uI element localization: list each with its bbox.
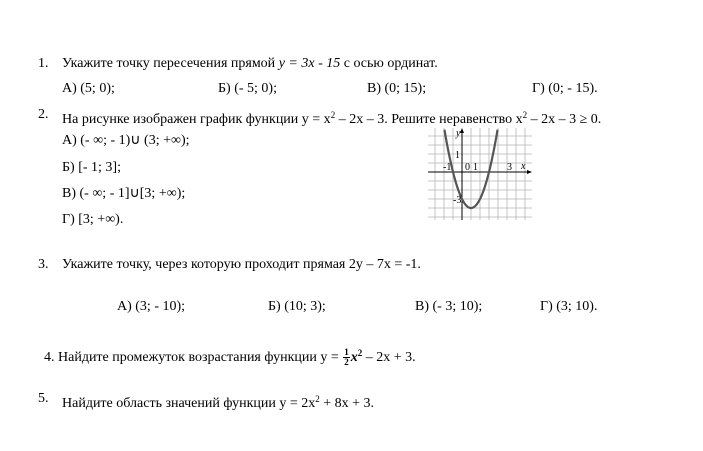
tick-label-x-minus-1: -1 — [443, 162, 452, 173]
tick-label-y-minus-3: -3 — [453, 195, 462, 206]
q3-number: 3. — [38, 257, 49, 272]
q5-exp: 2 — [315, 394, 320, 404]
q1-option-c: В) (0; 15); — [367, 81, 427, 96]
tick-label-x-3: 3 — [507, 162, 512, 173]
q5-text — [62, 391, 374, 412]
q3-text: Укажите точку, через которую проходит прямая 2y – 7x = -1. — [62, 257, 421, 272]
q5-text-after: + 8x + 3. — [319, 396, 375, 411]
q2-text-after: – 2x – 3 ≥ 0. — [527, 112, 602, 127]
q3-option-b: Б) (10; 3); — [268, 299, 326, 314]
q4-variable: x — [350, 350, 358, 365]
q2-text — [62, 107, 601, 128]
q2-text-mid: – 2x – 3. Решите неравенство x — [335, 112, 523, 127]
q4-text-before: 4. Найдите промежуток возрастания функции y = — [44, 350, 343, 365]
tick-label-x-1: 1 — [473, 162, 478, 173]
q1-text-before: Укажите точку пересечения прямой — [62, 56, 279, 71]
q2-option-a: А) (- ∞; - 1)∪ (3; +∞); — [62, 133, 190, 148]
q5-number: 5. — [38, 391, 49, 406]
q5-text-before: Найдите область значений функции y = 2x — [62, 396, 316, 411]
q2-exp-2: 2 — [522, 110, 528, 120]
q1-option-d: Г) (0; - 15). — [532, 81, 598, 96]
x-axis-label: x — [521, 161, 526, 172]
q2-text-before: На рисунке изображен график функции y = x — [62, 112, 331, 127]
tick-label-origin: 0 — [465, 162, 470, 173]
x-axis-arrow-icon — [527, 170, 532, 174]
q2-option-b: Б) [- 1; 3]; — [62, 160, 121, 175]
graph-grid — [428, 128, 532, 220]
q1-text-after: с осью ординат. — [340, 56, 438, 71]
q1-option-a: А) (5; 0); — [62, 81, 115, 96]
q2-option-c: В) (- ∞; - 1]∪[3; +∞); — [62, 186, 186, 201]
q4-fraction-numerator: 1 — [344, 347, 349, 358]
q2-option-d: Г) [3; +∞). — [62, 212, 124, 227]
q2-number: 2. — [38, 107, 49, 122]
tick-label-y-1: 1 — [455, 150, 460, 161]
q1-option-b: Б) (- 5; 0); — [218, 81, 277, 96]
q4-exp: 2 — [357, 348, 363, 358]
q1-text — [62, 56, 438, 72]
parabola-graph — [428, 128, 532, 220]
q4-fraction-denominator: 2 — [344, 357, 349, 368]
q3-option-d: Г) (3; 10). — [540, 299, 598, 314]
q4-text — [44, 343, 416, 368]
q1-number: 1. — [38, 56, 49, 71]
y-axis-arrow-icon — [460, 128, 464, 133]
q4-text-after: – 2x + 3. — [362, 350, 416, 365]
q3-option-c: В) (- 3; 10); — [415, 299, 483, 314]
q4-fraction — [343, 348, 350, 367]
q3-option-a: А) (3; - 10); — [117, 299, 186, 314]
y-axis-label: y — [456, 128, 461, 139]
q2-exp-1: 2 — [330, 110, 336, 120]
q1-equation: y = 3x - 15 — [278, 56, 341, 71]
